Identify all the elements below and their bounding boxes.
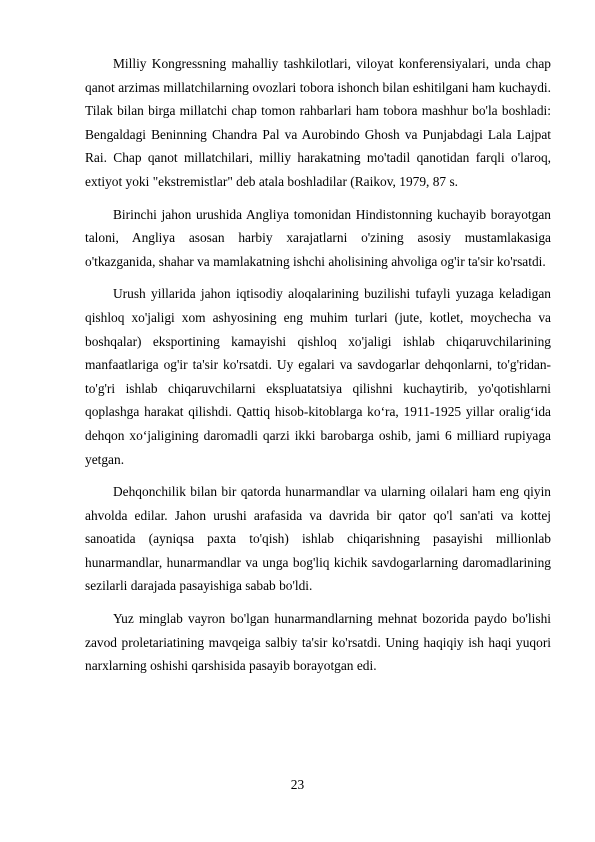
body-text [85,52,551,687]
paragraph-5: Yuz minglab vayron bo'lgan hunarmandlarning mehnat bozorida paydo bo'lishi zavod proletariatining mavqeiga salbiy ta'sir ko'rsatdi. Uning haqiqiy ish haqi yuqori narxlarning oshishi qarshisida pasayib borayotgan edi. [85,611,551,674]
page-number: 23 [290,777,305,792]
paragraph-4: Dehqonchilik bilan bir qatorda hunarmandlar va ularning oilalari ham eng qiyin ahvolda edilar. Jahon urushi arafasida va davrida bir qator qo'l san'ati va kottej sanoatida (ayniqsa paxta to'qish) ishlab chiqarishning pasayishi millionlab hunarmandlar, hunarmandlar va unga bog'liq kichik savdogarlarning daromadlarining sezilarli darajada pasayishiga sabab bo'ldi. [85,484,551,594]
paragraph-3: Urush yillarida jahon iqtisodiy aloqalarining buzilishi tufayli yuzaga keladigan qishloq xo'jaligi xom ashyosining eng muhim turlari (jute, kotlet, moychecha va boshqalar) eksportining kamayishi qishloq xo'jaligi ishlab chiqaruvchilarining manfaatlariga og'ir ta'sir ko'rsatdi. Uy egalari va savdogarlar dehqonlarni, to'g'ridan-to'g'ri ishlab chiqaruvchilarni ekspluatatsiya qilishni kuchaytirib, yo'qotishlarni qoplashga harakat qilishdi. Qattiq hisob-kitoblarga ko‘ra, 1911-1925 yillar oralig‘ida dehqon xo‘jaligining daromadli qarzi ikki barobarga oshib, jami 6 milliard rupiyaga yetgan. [85,286,551,467]
paragraph-1: Milliy Kongressning mahalliy tashkilotlari, viloyat konferensiyalari, unda chap qanot arzimas millatchilarning ovozlari tobora ishonch bilan eshitilgani ham kuchaydi. Tilak bilan birga millatchi chap tomon rahbarlari ham tobora mashhur bo'la boshladi: Bengaldagi Beninning Chandra Pal va Aurobindo Ghosh va Punjabdagi Lala Lajpat Rai. Chap qanot millatchilari, milliy harakatning mo'tadil qanotidan farqli o'laroq, extiyot yoki "ekstremistlar" deb atala boshladilar (Raikov, 1979, 87 s. [85,56,551,189]
paragraph-2: Birinchi jahon urushida Angliya tomonidan Hindistonning kuchayib borayotgan taloni, Angliya asosan harbiy xarajatlarni o'zining asosiy mustamlakasiga o'tkazganida, shahar va mamlakatning ishchi aholisining ahvoliga og'ir ta'sir ko'rsatdi. [85,206,551,269]
